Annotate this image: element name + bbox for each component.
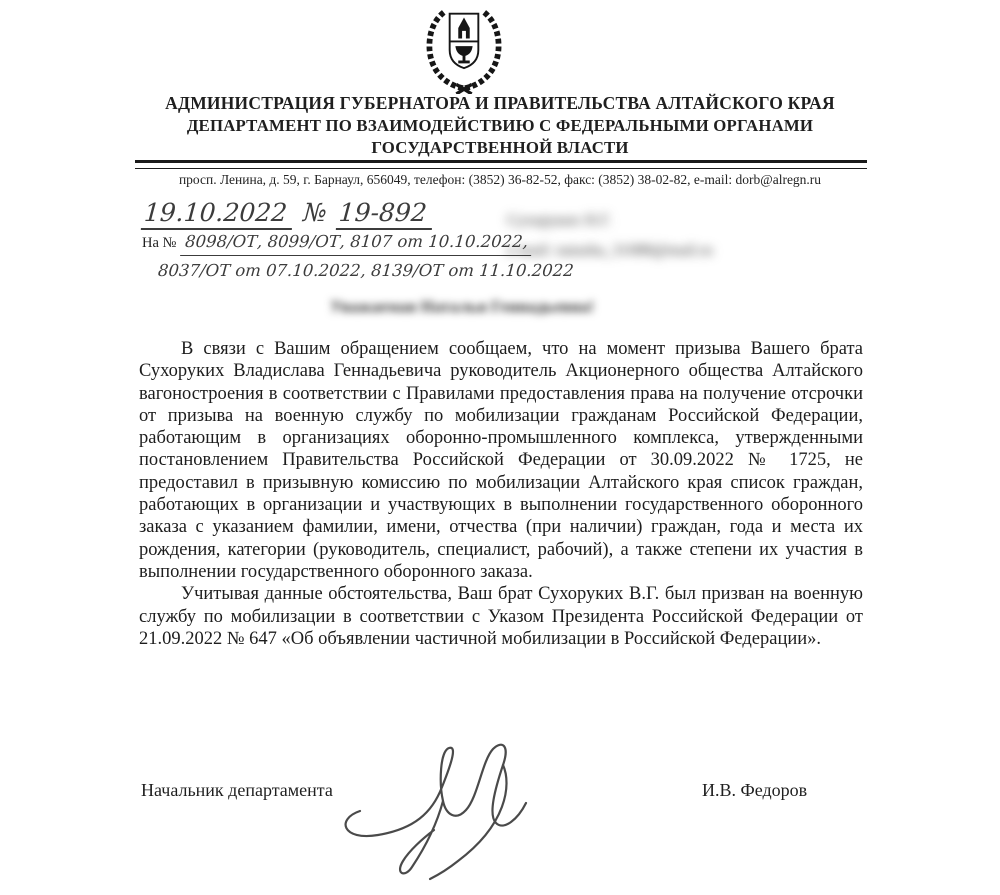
handwritten-signature bbox=[330, 733, 590, 891]
altai-coat-of-arms-icon bbox=[421, 6, 507, 94]
org-name-line1: АДМИНИСТРАЦИЯ ГУБЕРНАТОРА И ПРАВИТЕЛЬСТВА АЛТАЙСКОГО КРАЯ bbox=[165, 93, 835, 113]
reply-prefix-label: На № bbox=[142, 235, 177, 251]
org-name-line2: ДЕПАРТАМЕНТ ПО ВЗАИМОДЕЙСТВИЮ С ФЕДЕРАЛЬНЫМИ ОРГАНАМИ bbox=[186, 116, 814, 135]
letterhead-contact-line: просп. Ленина, д. 59, г. Барнаул, 656049, телефон: (3852) 36-82-52, факс: (3852) 38-02-82, e-mail: dorb@alregn.ru bbox=[178, 172, 822, 187]
outgoing-number: 19-892 bbox=[336, 198, 434, 230]
signer-name: И.В. Федоров bbox=[702, 780, 808, 800]
salutation-redacted: Уважаемая Наталья Геннадьевна! bbox=[330, 297, 595, 316]
recipient-block-redacted bbox=[507, 206, 713, 266]
letter-body bbox=[139, 338, 863, 650]
org-name-line3: ГОСУДАРСТВЕННОЙ ВЛАСТИ bbox=[371, 138, 629, 157]
signer-position-title: Начальник департамента bbox=[141, 780, 333, 800]
body-paragraph-2: Учитывая данные обстоятельства, Ваш брат Сухоруких В.Г. был призван на военную службу по мобилизации в соответствии с Указом Президента Российской Федерации от 21.09.2022 № 647 «Об объявлении частичной мобилизации в Российской Федерации». bbox=[139, 584, 863, 649]
recipient-name-redacted: Сухоруких Н.Г. bbox=[507, 212, 612, 229]
letterhead-org-name bbox=[0, 92, 1000, 158]
letterhead-divider-rule bbox=[135, 160, 867, 169]
outgoing-date: 19.10.2022 bbox=[141, 198, 294, 230]
outgoing-reference-line bbox=[141, 198, 434, 228]
incoming-numbers-part1: 8098/ОТ, 8099/ОТ, 8107 от 10.10.2022, bbox=[180, 230, 533, 256]
signature-stroke-icon bbox=[330, 733, 590, 891]
body-paragraph-1: В связи с Вашим обращением сообщаем, что на момент призыва Вашего брата Сухоруких Владислава Геннадьевича руководитель Акционерного общества Алтайского вагоностроения в соответствии с Правилами предоставления права на получение отсрочки от призыва на военную службу по мобилизации гражданам Российской Федерации, работающим в организациях оборонно-промышленного комплекса, утвержденными постановлением Правительства Российской Федерации от 30.09.2022 № 1725, не предоставил в призывную комиссию по мобилизации Алтайского края список граждан, работающих в организации и участвующих в выполнении государственного оборонного заказа с указанием фамилии, имени, отчества (при наличии) граждан, года и места их рождения, категории (руководитель, специалист, рабочий), а также степени их участия в выполнении государственного оборонного заказа. bbox=[139, 339, 863, 582]
recipient-email-redacted: e-mail: natasha_31088@mail.ru bbox=[507, 242, 713, 259]
coat-of-arms bbox=[421, 6, 507, 94]
incoming-reference-line2: 8037/ОТ от 07.10.2022, 8139/ОТ от 11.10.2022 bbox=[157, 261, 575, 280]
number-sign: № bbox=[302, 198, 328, 227]
